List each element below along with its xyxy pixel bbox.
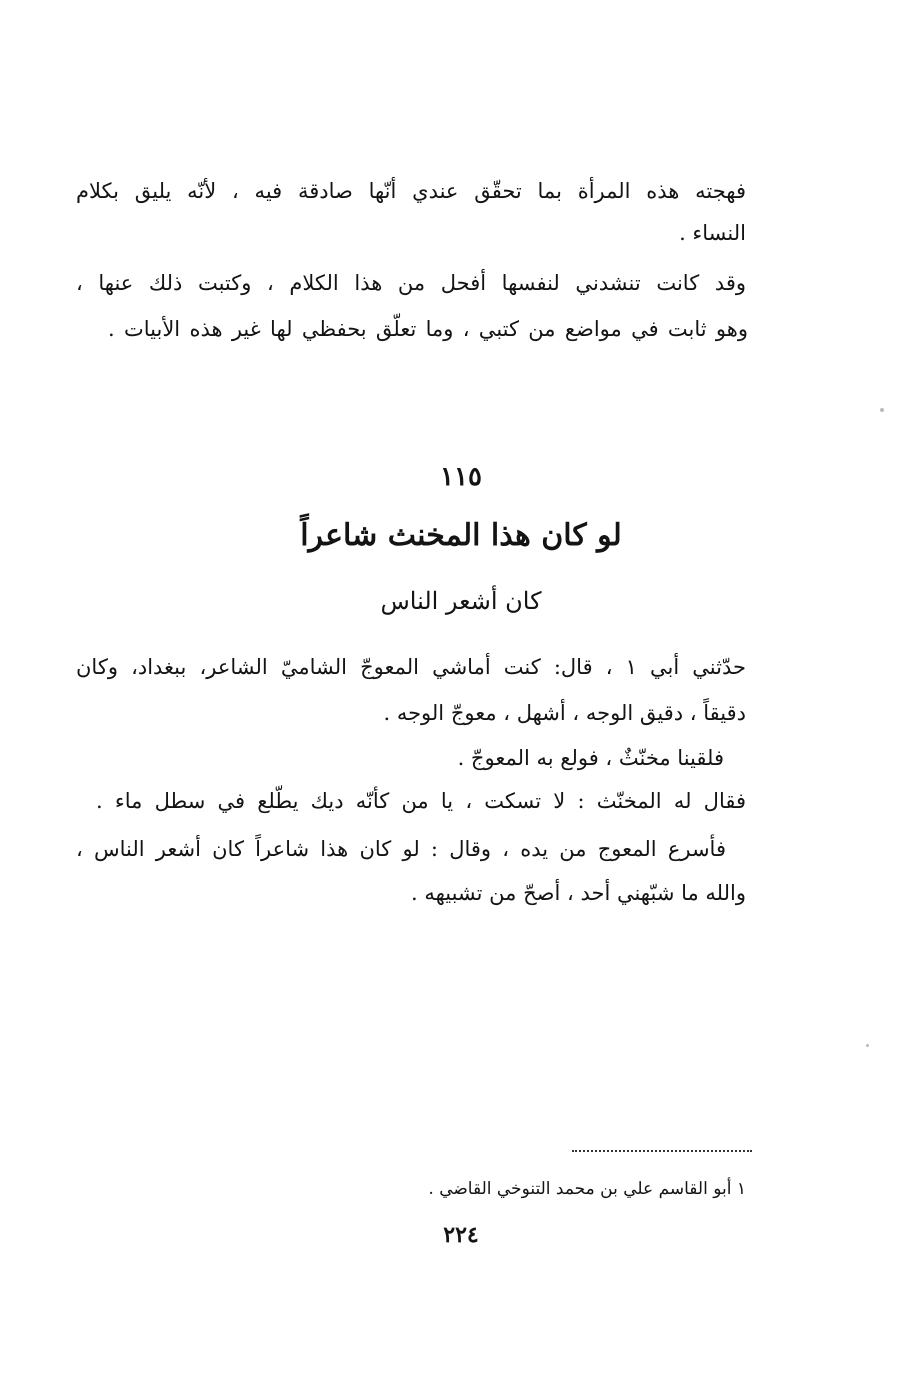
body-line-3: فلقينا مخنّثٌ ، فولع به المعوجّ . xyxy=(457,746,724,770)
body-line-2: دقيقاً ، دقيق الوجه ، أشهل ، معوجّ الوجه . xyxy=(383,701,746,725)
scan-speck xyxy=(866,1044,869,1047)
paragraph-1-line-1: فهجته هذه المرأة بما تحقّق عندي أنّها صادقة فيه ، لأنّه يليق بكلام xyxy=(76,179,746,203)
section-title: لو كان هذا المخنث شاعراً xyxy=(300,518,622,553)
footnote: ١ أبو القاسم علي بن محمد التنوخي القاضي . xyxy=(428,1179,746,1199)
paragraph-2-line-1: وقد كانت تنشدني لنفسها أفحل من هذا الكلام ، وكتبت ذلك عنها ، xyxy=(76,271,746,295)
paragraph-1-line-2: النساء . xyxy=(679,221,746,245)
body-line-1: حدّثني أبي ١ ، قال: كنت أماشي المعوجّ الشاميّ الشاعر، ببغداد، وكان xyxy=(76,655,746,679)
page-number: ٢٢٤ xyxy=(443,1222,479,1248)
section-number: ١١٥ xyxy=(440,462,482,492)
body-line-4: فقال له المخنّث : لا تسكت ، يا من كأنّه ديك يطّلع في سطل ماء . xyxy=(96,789,746,813)
section-subtitle: كان أشعر الناس xyxy=(380,587,542,615)
scan-speck xyxy=(880,408,884,412)
body-line-6: والله ما شبّهني أحد ، أصحّ من تشبيهه . xyxy=(410,881,746,905)
paragraph-2-line-2: وهو ثابت في مواضع من كتبي ، وما تعلّق بحفظي لها غير هذه الأبيات . xyxy=(108,317,748,341)
footnote-divider xyxy=(572,1150,752,1152)
body-line-5: فأسرع المعوج من يده ، وقال : لو كان هذا شاعراً كان أشعر الناس ، xyxy=(76,837,726,861)
